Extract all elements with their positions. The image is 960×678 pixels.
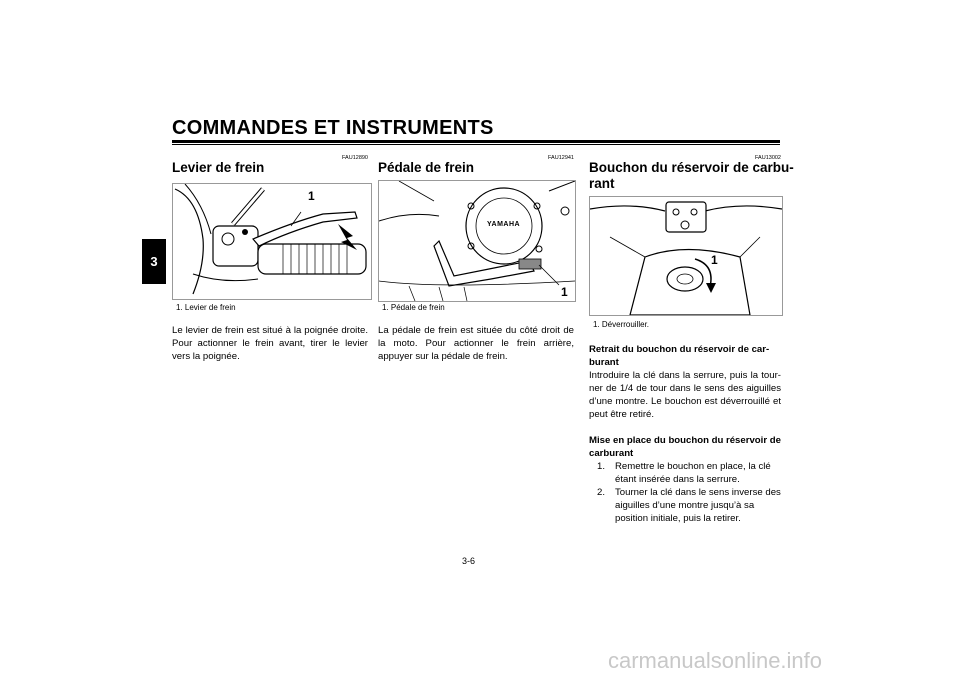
install-steps	[597, 460, 781, 525]
chapter-tab: 3	[142, 239, 166, 284]
title-rule	[172, 140, 780, 143]
figure-caption: 1. Levier de frein	[176, 303, 236, 312]
section-body: La pédale de frein est située du côté droit de la moto. Pour actionner le frein arrière, appuyer sur la pédale de frein.	[378, 325, 574, 362]
section-heading: Pédale de frein	[378, 160, 475, 175]
watermark: carmanualsonline.info	[608, 648, 823, 673]
remove-body: Introduire la clé dans la serrure, puis la tour-ner de 1/4 de tour dans le sens des aiguilles d’une montre. Le bouchon est déverrouillé et peut être retiré.	[589, 370, 781, 420]
section-heading: Levier de frein	[172, 160, 265, 175]
figure-caption: 1. Pédale de frein	[382, 303, 445, 312]
step-text: Remettre le bouchon en place, la clé étant insérée dans la serrure.	[615, 461, 771, 485]
section-code: FAU12941	[548, 155, 574, 161]
page-number: 3-6	[462, 556, 476, 566]
step-text: Tourner la clé dans le sens inverse des aiguilles d’une montre jusqu’à sa position initiale, puis la retirer.	[615, 487, 781, 524]
fuel-cap-illustration	[589, 196, 783, 316]
brake-pedal-illustration	[378, 180, 576, 302]
list-item	[597, 460, 781, 486]
step-number: 2.	[597, 487, 606, 498]
section-heading-line-2: rant	[589, 176, 615, 191]
section-code: FAU12890	[342, 155, 368, 161]
install-heading: Mise en place du bouchon du réservoir de carburant	[589, 435, 781, 459]
figure-callout: 1	[561, 285, 568, 299]
brake-lever-illustration	[172, 183, 372, 300]
remove-heading: Retrait du bouchon du réservoir de car-burant	[589, 344, 770, 368]
figure-callout: 1	[308, 189, 315, 203]
section-code: FAU13002	[755, 155, 781, 161]
yamaha-logo-text: YAMAHA	[487, 221, 521, 228]
page-title: COMMANDES ET INSTRUMENTS	[172, 117, 494, 139]
figure-caption: 1. Déverrouiller.	[593, 320, 650, 329]
figure-callout: 1	[711, 253, 718, 267]
step-number: 1.	[597, 461, 606, 472]
title-rule-thin	[172, 144, 780, 145]
list-item	[597, 486, 781, 525]
section-body: Le levier de frein est situé à la poignée droite. Pour actionner le frein avant, tirer le levier vers la poignée.	[172, 325, 368, 362]
section-heading-line-1: Bouchon du réservoir de carbu-	[589, 160, 794, 175]
